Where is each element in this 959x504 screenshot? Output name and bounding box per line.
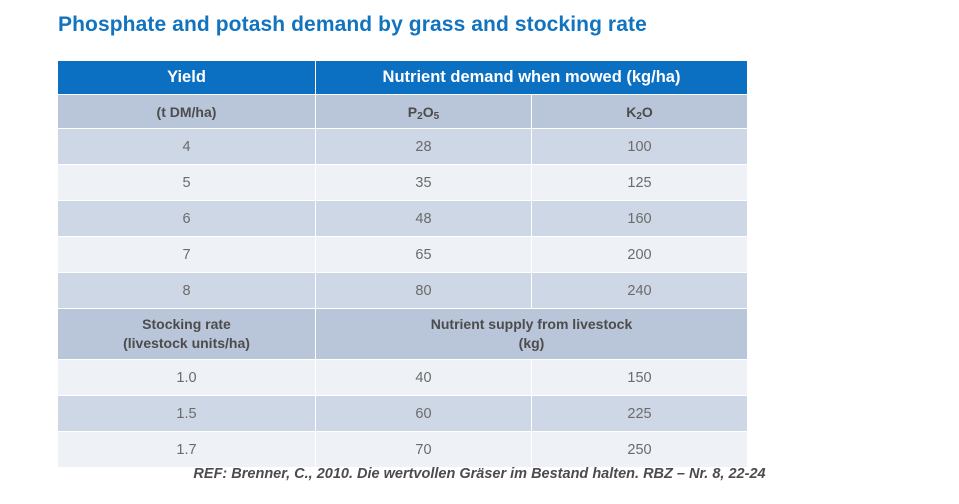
subheader-cell-p2o5 (316, 95, 532, 129)
cell-yield: 5 (58, 165, 316, 201)
cell-yield: 4 (58, 129, 316, 165)
cell-p2o5: 65 (316, 237, 532, 273)
table-section-header-row (58, 309, 748, 360)
reference-text: REF: Brenner, C., 2010. Die wertvollen Gräser im Bestand halten. RBZ – Nr. 8, 22-24 (193, 466, 766, 482)
cell-k2o: 125 (532, 165, 748, 201)
table-header-row (58, 61, 748, 95)
cell-stocking-rate: 1.7 (58, 432, 316, 468)
section-nutrient-supply-line2: (kg) (518, 335, 545, 351)
cell-p2o5: 28 (316, 129, 532, 165)
cell-yield: 7 (58, 237, 316, 273)
table-row (58, 396, 748, 432)
cell-k2o: 100 (532, 129, 748, 165)
section-cell-stocking-rate (58, 309, 316, 360)
page-title: Phosphate and potash demand by grass and stocking rate (58, 13, 647, 36)
cell-k2o: 200 (532, 237, 748, 273)
nutrient-table-container (57, 60, 747, 468)
section-cell-nutrient-supply (316, 309, 748, 360)
nutrient-table (57, 60, 748, 468)
section-stocking-rate-line2: (livestock units/ha) (123, 335, 250, 351)
cell-p2o5: 80 (316, 273, 532, 309)
table-subheader-row (58, 95, 748, 129)
cell-p-supply: 60 (316, 396, 532, 432)
cell-p-supply: 40 (316, 360, 532, 396)
table-row (58, 165, 748, 201)
table-row (58, 201, 748, 237)
cell-k-supply: 150 (532, 360, 748, 396)
header-cell-yield: Yield (58, 61, 316, 95)
p2o5-label: $P_2O_5$ (407, 103, 440, 123)
cell-p-supply: 70 (316, 432, 532, 468)
cell-k-supply: 250 (532, 432, 748, 468)
cell-yield: 8 (58, 273, 316, 309)
section-nutrient-supply-line1: Nutrient supply from livestock (430, 316, 633, 333)
header-cell-nutrient-demand: Nutrient demand when mowed (kg/ha) (316, 61, 748, 95)
cell-stocking-rate: 1.5 (58, 396, 316, 432)
cell-yield: 6 (58, 201, 316, 237)
cell-stocking-rate: 1.0 (58, 360, 316, 396)
cell-k2o: 160 (532, 201, 748, 237)
table-row (58, 129, 748, 165)
section-stocking-rate-line1: Stocking rate (142, 316, 231, 333)
cell-p2o5: 35 (316, 165, 532, 201)
subheader-cell-units: (t DM/ha) (58, 95, 316, 129)
table-row (58, 237, 748, 273)
table-row (58, 360, 748, 396)
table-row (58, 432, 748, 468)
subheader-cell-k2o (532, 95, 748, 129)
k2o-label: $K_2O$ (626, 103, 653, 123)
cell-p2o5: 48 (316, 201, 532, 237)
table-row (58, 273, 748, 309)
cell-k2o: 240 (532, 273, 748, 309)
cell-k-supply: 225 (532, 396, 748, 432)
